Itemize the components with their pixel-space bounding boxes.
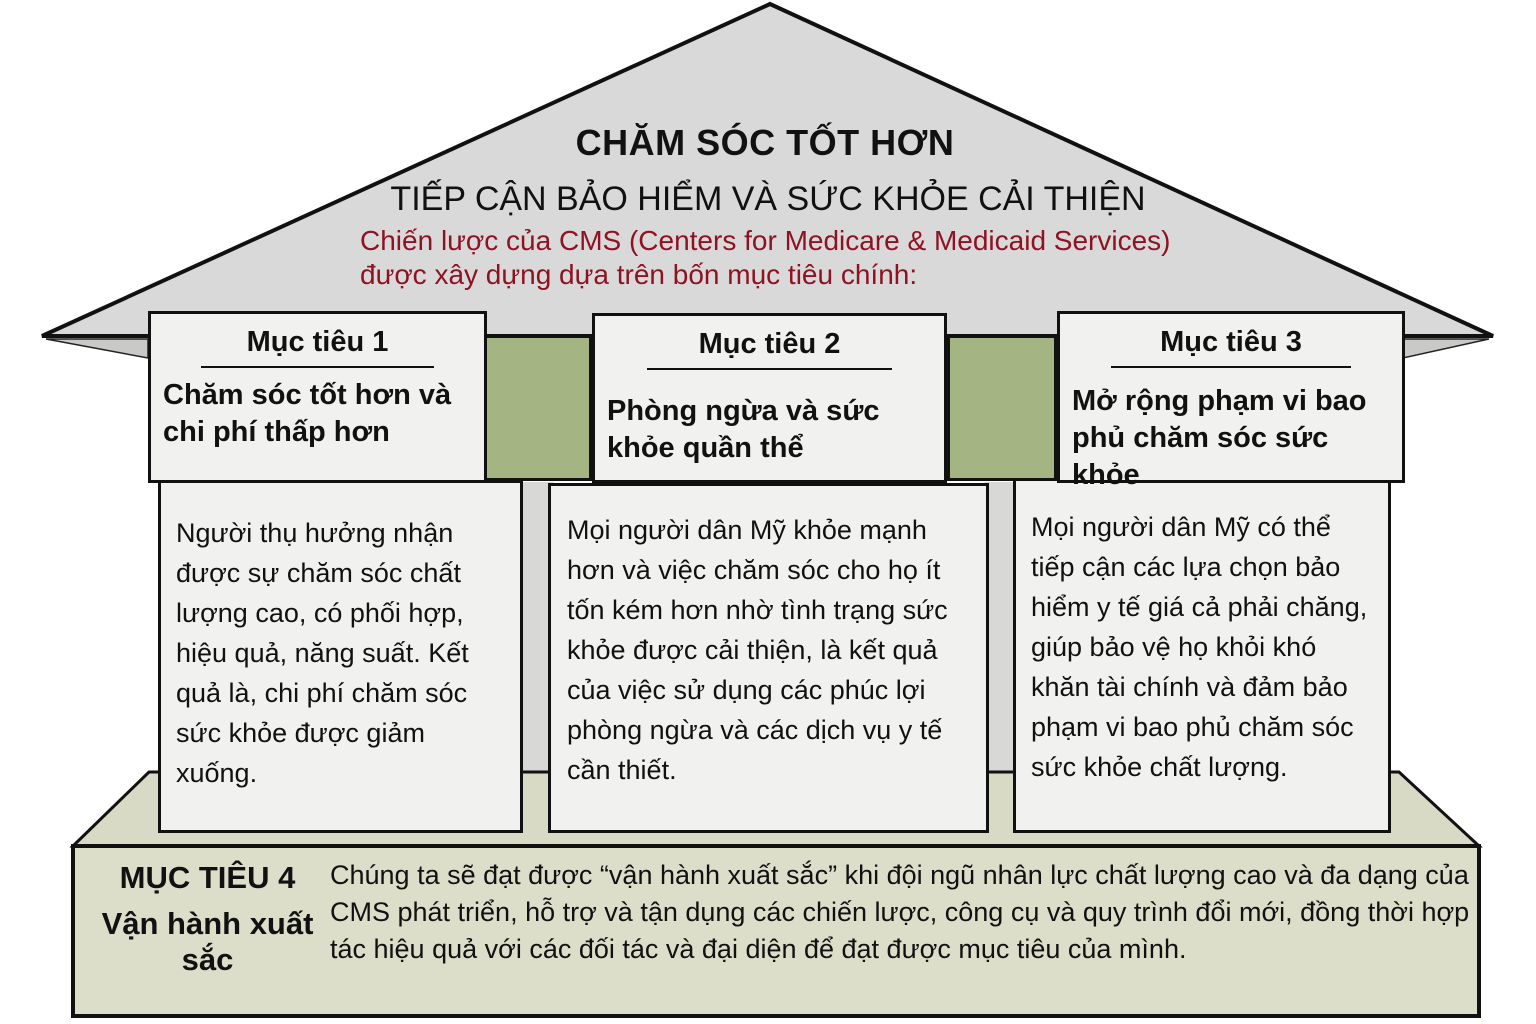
pillar-2-capital (592, 313, 947, 483)
pillar-2-body: Mọi người dân Mỹ khỏe mạnh hơn và việc chăm sóc cho họ ít tốn kém hơn nhờ tình trạng sức khỏe được cải thiện, là kết quả của việc sử dụng các phúc lợi phòng ngừa và các dịch vụ y tế cần thiết. (548, 483, 989, 833)
pillar-3-divider (1111, 366, 1350, 368)
right-eave-shadow (1403, 339, 1489, 358)
tagline-line-1: Chiến lược của CMS (Centers for Medicare & Medicaid Services) (360, 225, 1171, 256)
diagram-title: CHĂM SÓC TỐT HƠN (575, 122, 955, 163)
green-block-left (482, 335, 592, 481)
goal-4-label-line-1: MỤC TIÊU 4 (119, 860, 296, 895)
pillar-1-body: Người thụ hưởng nhận được sự chăm sóc chất lượng cao, có phối hợp, hiệu quả, năng suất. Kết quả là, chi phí chăm sóc sức khỏe được giảm xuống. (158, 480, 523, 833)
goal-4-label-line-2: Vận hành xuất sắc (101, 906, 314, 977)
pillar-1-label: Mục tiêu 1 (246, 326, 389, 358)
pillar-2-label: Mục tiêu 2 (698, 328, 841, 360)
green-block-right (947, 335, 1057, 481)
goal-4-label (80, 860, 335, 978)
pillar-1-divider (201, 366, 434, 368)
goal-4-description: Chúng ta sẽ đạt được “vận hành xuất sắc” khi đội ngũ nhân lực chất lượng cao và đa dạng của CMS phát triển, hỗ trợ và tận dụng các chiến lược, công cụ và quy trình đổi mới, đồng thời hợp tác hiệu quả với các đối tác và đại diện để đạt được mục tiêu của mình. (330, 860, 1470, 964)
pillar-1-heading: Chăm sóc tốt hơn và chi phí thấp hơn (163, 379, 452, 448)
pillar-3-heading: Mở rộng phạm vi bao phủ chăm sóc sức khỏe (1072, 385, 1367, 491)
pillar-1-capital (148, 311, 487, 483)
diagram-subtitle: TIẾP CẬN BẢO HIỂM VÀ SỨC KHỎE CẢI THIỆN (390, 180, 1146, 218)
tagline-line-2: được xây dựng dựa trên bốn mục tiêu chính: (360, 259, 918, 290)
pillar-2-divider (647, 368, 891, 370)
diagram-tagline (360, 224, 1200, 292)
pillar-3-body: Mọi người dân Mỹ có thể tiếp cận các lựa chọn bảo hiểm y tế giá cả phải chăng, giúp bảo vệ họ khỏi khó khăn tài chính và đảm bảo phạm vi bao phủ chăm sóc sức khỏe chất lượng. (1013, 478, 1391, 833)
pillar-3-capital (1057, 311, 1405, 491)
pillar-3-label: Mục tiêu 3 (1160, 326, 1302, 358)
left-eave-shadow (46, 339, 148, 358)
pillar-2-heading: Phòng ngừa và sức khỏe quần thể (607, 395, 880, 464)
